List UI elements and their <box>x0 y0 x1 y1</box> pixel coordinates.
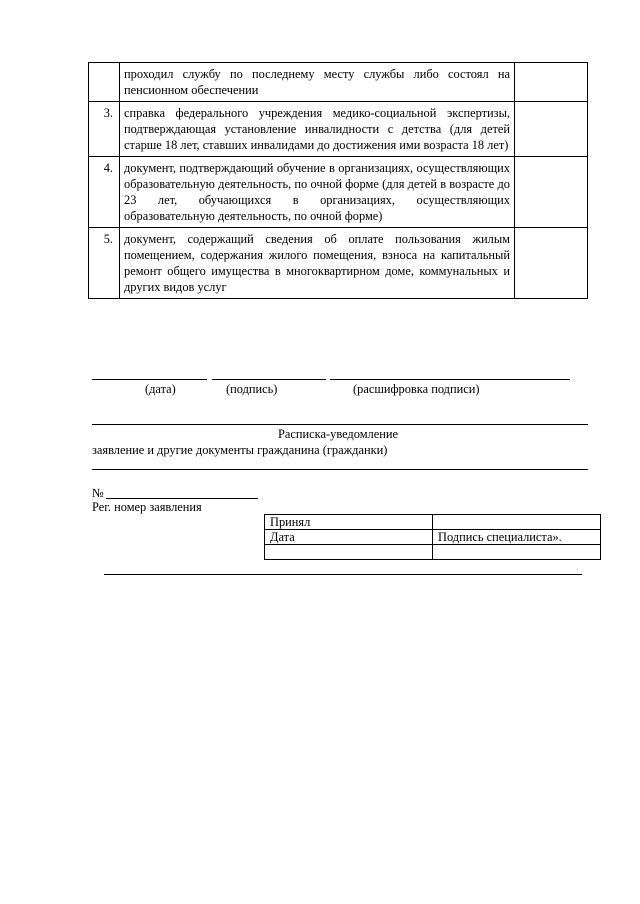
accepted-value-cell[interactable] <box>433 515 601 530</box>
date-label: Дата <box>265 530 433 545</box>
row-number <box>89 63 120 102</box>
date-line[interactable] <box>92 379 207 380</box>
receipt-subtitle: заявление и другие документы гражданина (гражданки) <box>92 443 388 457</box>
row-mark-cell <box>515 102 588 157</box>
signature-line[interactable] <box>212 379 326 380</box>
table-row <box>89 228 588 299</box>
divider <box>92 469 588 470</box>
signature-decoding-label: (расшифровка подписи) <box>353 382 480 396</box>
signature-label: (подпись) <box>226 382 278 396</box>
row-number: 4. <box>89 157 120 228</box>
table-row <box>89 102 588 157</box>
specialist-signature-label: Подпись специалиста». <box>433 530 601 545</box>
registration-number-label: Рег. номер заявления <box>92 500 202 514</box>
signature-decoding-line[interactable] <box>330 379 570 380</box>
divider <box>92 424 588 425</box>
table-row <box>89 63 588 102</box>
row-text: документ, содержащий сведения об оплате пользования жилым помещением, содержания жилого помещения, взноса на капитальный ремонт общего имущества в многоквартирном доме, коммунальных и других видов услуг <box>120 228 515 299</box>
row-mark-cell <box>515 63 588 102</box>
row-mark-cell <box>515 228 588 299</box>
acceptance-table <box>264 514 601 560</box>
divider <box>104 574 582 575</box>
row-text: справка федерального учреждения медико-социальной экспертизы, подтверждающая установление инвалидности с детства (для детей старше 18 лет, ставших инвалидами до достижения ими возраста 18 лет) <box>120 102 515 157</box>
accepted-label: Принял <box>265 515 433 530</box>
table-row <box>265 515 601 530</box>
table-row <box>89 157 588 228</box>
documents-table <box>88 62 588 299</box>
number-sign: № <box>92 486 104 500</box>
date-label: (дата) <box>145 382 176 396</box>
row-text: проходил службу по последнему месту службы либо состоял на пенсионном обеспечении <box>120 63 515 102</box>
registration-number-line[interactable] <box>106 498 258 499</box>
specialist-signature-cell[interactable] <box>433 545 601 560</box>
row-mark-cell <box>515 157 588 228</box>
date-value-cell[interactable] <box>265 545 433 560</box>
receipt-title: Расписка-уведомление <box>278 427 398 441</box>
row-number: 3. <box>89 102 120 157</box>
table-row <box>265 545 601 560</box>
row-number: 5. <box>89 228 120 299</box>
table-row <box>265 530 601 545</box>
row-text: документ, подтверждающий обучение в организациях, осуществляющих образовательную деятельность, по очной форме (для детей в возрасте до 23 лет, обучающихся в организациях, осуществляющих образовательную деятельность, по очной форме) <box>120 157 515 228</box>
